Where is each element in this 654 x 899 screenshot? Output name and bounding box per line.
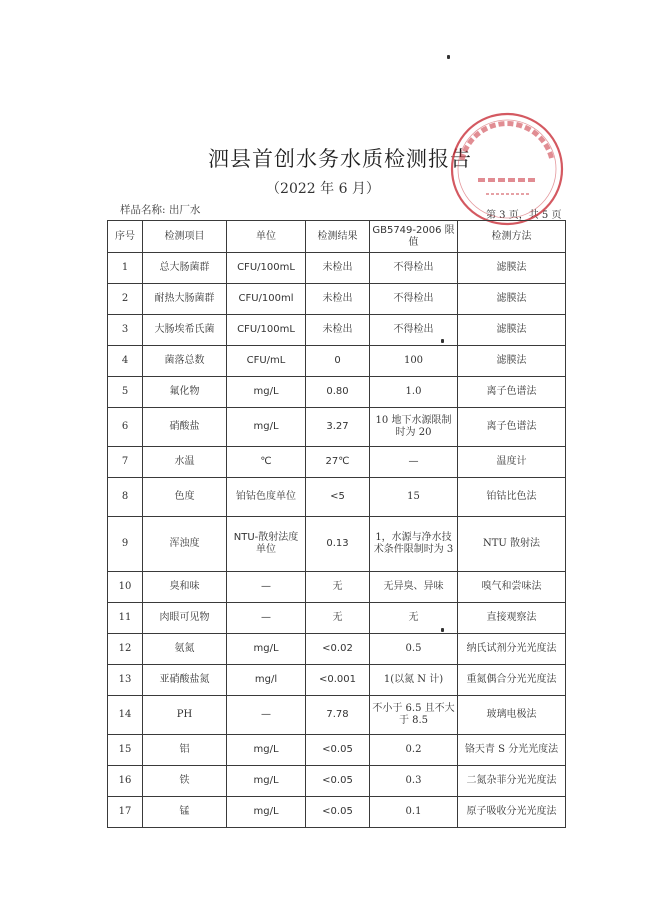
company-seal-stamp <box>448 110 566 228</box>
table-cell: 无 <box>306 572 370 603</box>
table-cell: mg/L <box>227 408 306 447</box>
table-cell: 0.5 <box>370 634 458 665</box>
table-row <box>108 284 566 315</box>
report-title: 泗县首创水务水质检测报告 <box>208 147 472 171</box>
table-cell: 未检出 <box>306 284 370 315</box>
table-cell: 0.13 <box>306 517 370 572</box>
table-cell: 锰 <box>143 797 227 828</box>
table-cell: 12 <box>108 634 143 665</box>
table-cell: PH <box>143 696 227 735</box>
table-cell: 3.27 <box>306 408 370 447</box>
table-cell: 总大肠菌群 <box>143 253 227 284</box>
table-row <box>108 315 566 346</box>
table-row <box>108 735 566 766</box>
header-cell: GB5749-2006 限值 <box>370 221 458 253</box>
table-cell: 16 <box>108 766 143 797</box>
table-row <box>108 665 566 696</box>
table-cell: 14 <box>108 696 143 735</box>
table-cell: <0.05 <box>306 797 370 828</box>
table-cell: 4 <box>108 346 143 377</box>
table-cell: 色度 <box>143 478 227 517</box>
table-cell: 铂钴比色法 <box>458 478 566 517</box>
table-row <box>108 447 566 478</box>
table-cell: CFU/100mL <box>227 253 306 284</box>
table-cell: 2 <box>108 284 143 315</box>
table-cell: <5 <box>306 478 370 517</box>
table-cell: 0.3 <box>370 766 458 797</box>
table-cell: — <box>227 572 306 603</box>
table-cell: mg/L <box>227 634 306 665</box>
table-row <box>108 572 566 603</box>
table-cell: 氨氮 <box>143 634 227 665</box>
table-cell: 1.0 <box>370 377 458 408</box>
table-cell: <0.05 <box>306 735 370 766</box>
table-cell: 铁 <box>143 766 227 797</box>
table-cell: 1 <box>108 253 143 284</box>
table-cell: 13 <box>108 665 143 696</box>
table-cell: — <box>227 603 306 634</box>
table-cell: 滤膜法 <box>458 315 566 346</box>
scan-mark <box>441 339 444 343</box>
table-cell: 未检出 <box>306 315 370 346</box>
table-cell: 0.80 <box>306 377 370 408</box>
table-cell: 7 <box>108 447 143 478</box>
table-row <box>108 603 566 634</box>
table-cell: 铬天青 S 分光光度法 <box>458 735 566 766</box>
table-row <box>108 517 566 572</box>
header-cell: 序号 <box>108 221 143 253</box>
table-row <box>108 696 566 735</box>
table-cell: 15 <box>370 478 458 517</box>
table-cell: CFU/mL <box>227 346 306 377</box>
table-cell: 原子吸收分光光度法 <box>458 797 566 828</box>
table-cell: 重氮偶合分光光度法 <box>458 665 566 696</box>
table-cell: 肉眼可见物 <box>143 603 227 634</box>
page-number: 第 3 页，共 5 页 <box>486 210 562 221</box>
table-cell: 10 <box>108 572 143 603</box>
table-cell: mg/L <box>227 377 306 408</box>
table-row <box>108 766 566 797</box>
table-row <box>108 253 566 284</box>
table-cell: 温度计 <box>458 447 566 478</box>
table-cell: 27℃ <box>306 447 370 478</box>
table-cell: 臭和味 <box>143 572 227 603</box>
table-cell: 二氮杂菲分光光度法 <box>458 766 566 797</box>
table-cell: 离子色谱法 <box>458 408 566 447</box>
table-cell: 不得检出 <box>370 253 458 284</box>
table-row <box>108 408 566 447</box>
header-cell: 单位 <box>227 221 306 253</box>
table-cell: 浑浊度 <box>143 517 227 572</box>
table-cell: NTU 散射法 <box>458 517 566 572</box>
table-cell: 直接观察法 <box>458 603 566 634</box>
table-cell: ℃ <box>227 447 306 478</box>
table-cell: 硝酸盐 <box>143 408 227 447</box>
table-cell: 滤膜法 <box>458 284 566 315</box>
table-cell: 无 <box>370 603 458 634</box>
table-cell: 亚硝酸盐氮 <box>143 665 227 696</box>
table-cell: 氟化物 <box>143 377 227 408</box>
table-cell: 不小于 6.5 且不大于 8.5 <box>370 696 458 735</box>
table-cell: 菌落总数 <box>143 346 227 377</box>
table-cell: 滤膜法 <box>458 253 566 284</box>
table-cell: mg/L <box>227 797 306 828</box>
table-row <box>108 346 566 377</box>
report-period: （2022 年 6 月） <box>266 181 380 197</box>
table-row <box>108 377 566 408</box>
table-header-row <box>108 221 566 253</box>
table-cell: 嗅气和尝味法 <box>458 572 566 603</box>
table-cell: 0.1 <box>370 797 458 828</box>
scan-mark <box>441 628 444 632</box>
table-cell: — <box>227 696 306 735</box>
table-cell: 铂钴色度单位 <box>227 478 306 517</box>
table-cell: 6 <box>108 408 143 447</box>
table-cell: 大肠埃希氏菌 <box>143 315 227 346</box>
table-cell: CFU/100mL <box>227 315 306 346</box>
table-cell: 0 <box>306 346 370 377</box>
table-cell: 17 <box>108 797 143 828</box>
table-cell: 不得检出 <box>370 284 458 315</box>
table-cell: 玻璃电极法 <box>458 696 566 735</box>
table-row <box>108 634 566 665</box>
table-row <box>108 478 566 517</box>
table-cell: 无异臭、异味 <box>370 572 458 603</box>
table-cell: 1(以氮 N 计) <box>370 665 458 696</box>
table-cell: 1，水源与净水技术条件限制时为 3 <box>370 517 458 572</box>
header-cell: 检测结果 <box>306 221 370 253</box>
table-cell: 铝 <box>143 735 227 766</box>
table-cell: 水温 <box>143 447 227 478</box>
table-cell: <0.05 <box>306 766 370 797</box>
table-cell: 0.2 <box>370 735 458 766</box>
table-cell: mg/l <box>227 665 306 696</box>
table-cell: mg/L <box>227 735 306 766</box>
scan-mark <box>447 55 450 59</box>
table-cell: 11 <box>108 603 143 634</box>
table-cell: 5 <box>108 377 143 408</box>
table-cell: — <box>370 447 458 478</box>
table-cell: 耐热大肠菌群 <box>143 284 227 315</box>
table-cell: 3 <box>108 315 143 346</box>
table-cell: <0.02 <box>306 634 370 665</box>
table-cell: 滤膜法 <box>458 346 566 377</box>
table-cell: <0.001 <box>306 665 370 696</box>
table-cell: 未检出 <box>306 253 370 284</box>
table-cell: 无 <box>306 603 370 634</box>
table-cell: NTU-散射法度单位 <box>227 517 306 572</box>
table-cell: 10 地下水源限制时为 20 <box>370 408 458 447</box>
sample-name: 样品名称: 出厂水 <box>120 204 201 216</box>
table-cell: 离子色谱法 <box>458 377 566 408</box>
header-cell: 检测方法 <box>458 221 566 253</box>
table-row <box>108 797 566 828</box>
table-cell: 9 <box>108 517 143 572</box>
table-cell: 15 <box>108 735 143 766</box>
table-cell: CFU/100ml <box>227 284 306 315</box>
water-quality-table <box>107 220 566 828</box>
table-cell: 100 <box>370 346 458 377</box>
table-cell: 7.78 <box>306 696 370 735</box>
table-cell: 8 <box>108 478 143 517</box>
table-cell: mg/L <box>227 766 306 797</box>
table-cell: 不得检出 <box>370 315 458 346</box>
table-cell: 纳氏试剂分光光度法 <box>458 634 566 665</box>
header-cell: 检测项目 <box>143 221 227 253</box>
